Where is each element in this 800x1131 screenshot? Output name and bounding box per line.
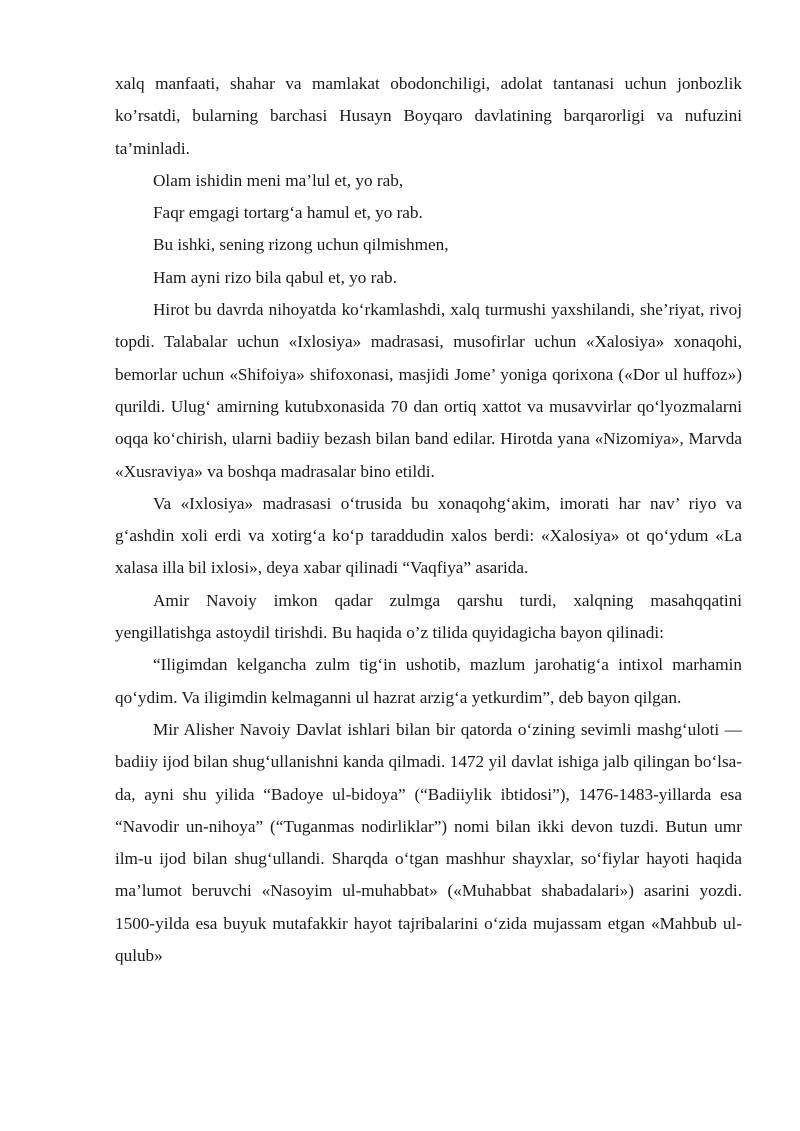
verse-line: Ham ayni rizo bila qabul et, yo rab. [153, 267, 397, 287]
paragraph-continuation: xalq manfaati, shahar va mamlakat obodonchiligi, adolat tantanasi uchun jonbozlik ko’rsatdi, bularning barchasi Husayn Boyqaro davlatining barqarorligi va nufuzini ta’minladi. [115, 74, 742, 158]
paragraph-ijod: Mir Alisher Navoiy Davlat ishlari bilan bir qatorda oʻzining sevimli mashgʻuloti — badiiy ijod bilan shugʻullanishni kanda qilmadi. 1472 yil davlat ishiga jalb qilingan boʻlsa-da, ayni shu yilida “Badoye ul-bidoya” (“Badiiylik ibtidosi”), 1476-1483-yillarda esa “Navodir un-nihoya” (“Tuganmas nodirliklar”) nomi bilan ikki devon tuzdi. Butun umr ilm-u ijod bilan shugʻullandi. Sharqda oʻtgan mashhur shayxlar, soʻfiylar hayoti haqida ma’lumot beruvchi «Nasoyim ul-muhabbat» («Muhabbat shabadalari») asarini yozdi. 1500-yilda esa buyuk mutafakkir hayot tajribalarini oʻzida mujassam etgan «Mahbub ul-qulub» [115, 719, 742, 966]
paragraph-ixlosiya: Va «Ixlosiya» madrasasi oʻtrusida bu xonaqohgʻakim, imorati har nav’ riyo va gʻashdin xoli erdi va xotirgʻa koʻp taraddudin xalos berdi: «Xalosiya» ot qoʻydum «La xalasa illa bil ixlosi», deya xabar qilinadi “Vaqfiya” asarida. [115, 493, 742, 578]
verse-line: Olam ishidin meni ma’lul et, yo rab, [153, 170, 404, 190]
paragraph-quote: “Iligimdan kelgancha zulm tigʻin ushotib, mazlum jarohatigʻa intixol marhamin qoʻydim. Va iligimdin kelmaganni ul hazrat arzigʻa yetkurdim”, deb bayon qilgan. [115, 655, 742, 707]
paragraph-zulm: Amir Navoiy imkon qadar zulmga qarshu turdi, xalqning masahqqatini yengillatishga astoydil tirishdi. Bu haqida o’z tilida quyidagicha bayon qilinadi: [115, 590, 742, 643]
verse-line: Bu ishki, sening rizong uchun qilmishmen, [153, 235, 449, 255]
verse-block [115, 165, 742, 294]
document-page [115, 68, 742, 972]
paragraph-hirot: Hirot bu davrda nihoyatda koʻrkamlashdi, xalq turmushi yaxshilandi, she’riyat, rivoj topdi. Talabalar uchun «Ixlosiya» madrasasi, musofirlar uchun «Xalosiya» xonaqohi, bemorlar uchun «Shifoiya» shifoxonasi, masjidi Jome’ yoniga qorixona («Dor ul huffoz») qurildi. Ulugʻ amirning kutubxonasida 70 dan ortiq xattot va musavvirlar qoʻlyozmalarni oqqa koʻchirish, ularni badiiy bezash bilan band edilar. Hirotda yana «Nizomiya», Marvda «Xusraviya» va boshqa madrasalar bino etildi. [115, 300, 742, 481]
verse-line: Faqr emgagi tortargʻa hamul et, yo rab. [153, 203, 423, 223]
